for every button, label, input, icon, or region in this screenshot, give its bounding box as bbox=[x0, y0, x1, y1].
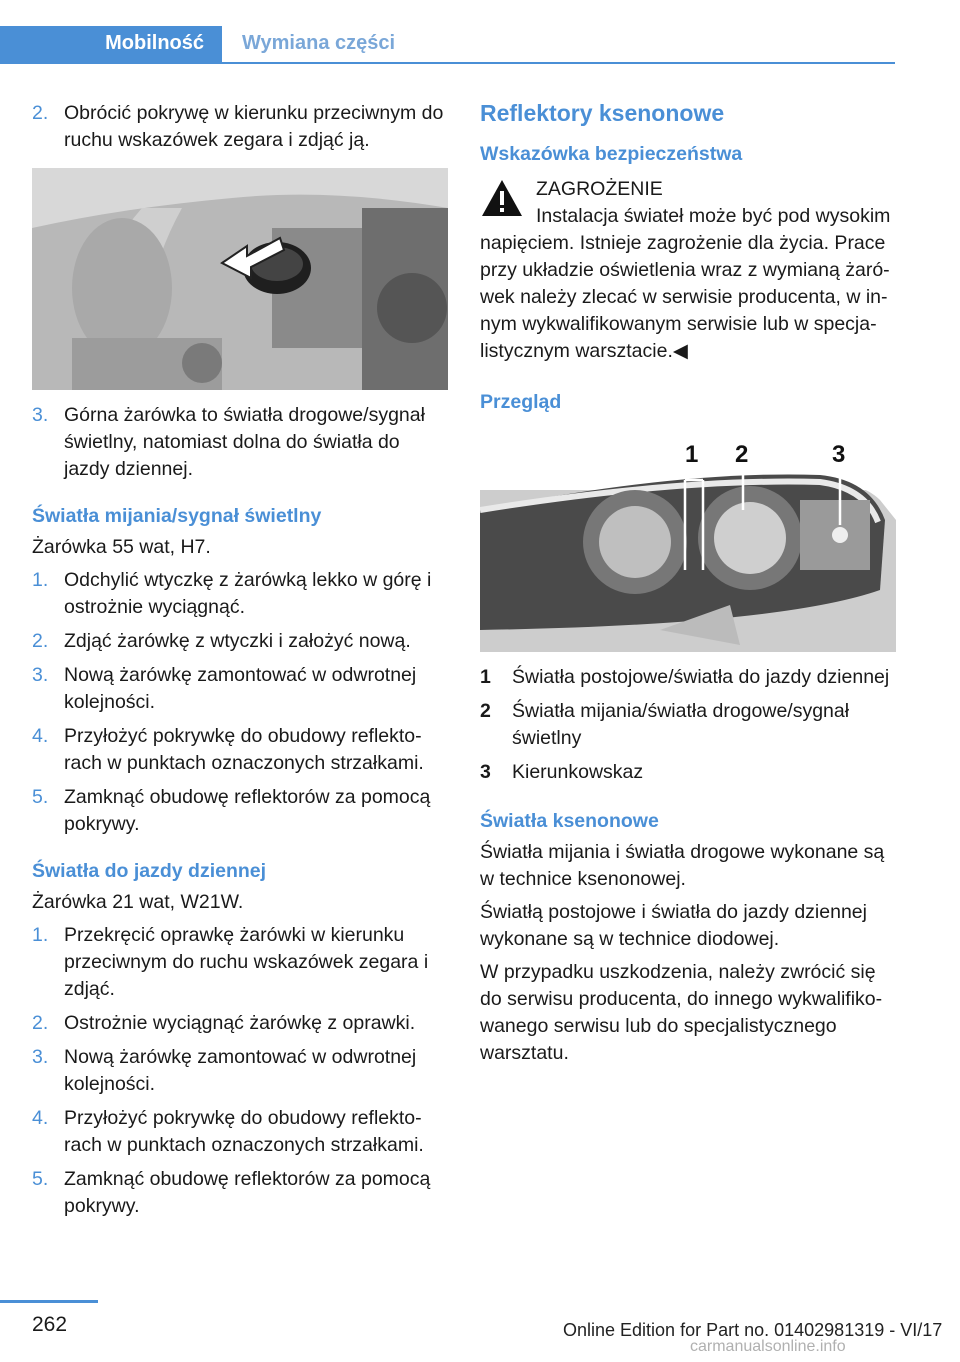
legend-list bbox=[480, 664, 896, 786]
warning-block bbox=[480, 176, 896, 365]
daytime-heading: Światła do jazdy dziennej bbox=[32, 860, 267, 882]
legend-number: 1 bbox=[480, 666, 491, 688]
left-column bbox=[32, 100, 448, 1227]
step-item bbox=[32, 402, 448, 483]
callout-2: 2 bbox=[735, 441, 749, 468]
legend-text: Kierunkowskaz bbox=[512, 761, 644, 783]
low-beam-bulb: Żarówka 55 wat, H7. bbox=[32, 536, 211, 558]
step-item bbox=[32, 922, 448, 1003]
daytime-steps bbox=[32, 922, 448, 1220]
step-item bbox=[32, 723, 448, 777]
step-item bbox=[32, 567, 448, 621]
step-number: 3. bbox=[32, 664, 49, 686]
step-number: 3. bbox=[32, 1046, 49, 1068]
step-item bbox=[32, 662, 448, 716]
callout-3: 3 bbox=[832, 441, 846, 468]
step-number: 1. bbox=[32, 569, 49, 591]
step-text: Górna żarówka to światła drogowe/sygnał świetlny, natomiast dolna do światła do jazdy dziennej. bbox=[64, 404, 425, 480]
step-item bbox=[32, 784, 448, 838]
step-item bbox=[32, 1105, 448, 1159]
step-item bbox=[32, 1166, 448, 1220]
step-number: 1. bbox=[32, 924, 49, 946]
step-number: 2. bbox=[32, 102, 49, 124]
step-number: 3. bbox=[32, 404, 49, 426]
safety-heading: Wskazówka bezpieczeństwa bbox=[480, 143, 743, 165]
step-number: 2. bbox=[32, 630, 49, 652]
tab-mobilnosc[interactable]: Mobilność bbox=[0, 26, 222, 62]
warning-triangle-icon bbox=[480, 178, 524, 218]
step-text: Nową żarówkę zamontować w odwrotnej kolejności. bbox=[64, 664, 417, 713]
step-text: Przyłożyć pokrywkę do obudowy reflektorach w punktach oznaczonych strzałkami. bbox=[64, 725, 424, 774]
step-number: 4. bbox=[32, 725, 49, 747]
headlight-photo bbox=[480, 430, 896, 652]
legend-item bbox=[480, 759, 896, 786]
legend-number: 2 bbox=[480, 700, 491, 722]
step-item bbox=[32, 628, 448, 655]
xenon-paragraph-1: Światła mijania i światła drogowe wykonane są w technice ksenonowej. bbox=[480, 841, 885, 890]
page-number: 262 bbox=[32, 1313, 68, 1336]
low-beam-heading: Światła mijania/sygnał świetlny bbox=[32, 505, 322, 527]
right-column bbox=[480, 100, 896, 1073]
step-text: Przyłożyć pokrywkę do obudowy reflektorach w punktach oznaczonych strzałkami. bbox=[64, 1107, 424, 1156]
warning-text: Instalacja świateł może być pod wysokim napięciem. Istnieje zagrożenie dla życia. Prace przy układzie oświetlenia wraz z wymianą żarówek należy zlecać w serwisie producenta, w innym wykwalifikowanym serwisie lub w specjalistycznym warsztacie.◀ bbox=[480, 205, 891, 362]
legend-item bbox=[480, 698, 896, 752]
section-title: Reflektory ksenonowe bbox=[480, 100, 725, 126]
step-item bbox=[32, 1044, 448, 1098]
page-number-rule bbox=[0, 1300, 98, 1303]
step-text: Odchylić wtyczkę z żarówką lekko w górę i ostrożnie wyciągnąć. bbox=[64, 569, 432, 618]
legend-number: 3 bbox=[480, 761, 491, 783]
step-text: Zamknąć obudowę reflektorów za pomocą pokrywy. bbox=[64, 1168, 431, 1217]
step-text: Nową żarówkę zamontować w odwrotnej kolejności. bbox=[64, 1046, 417, 1095]
legend-text: Światła mijania/światła drogowe/sygnał świetlny bbox=[512, 700, 850, 749]
xenon-heading: Światła ksenonowe bbox=[480, 810, 659, 832]
overview-heading: Przegląd bbox=[480, 391, 562, 413]
engine-bay-photo bbox=[32, 168, 448, 390]
edition-footer: Online Edition for Part no. 01402981319 - VI/17 bbox=[563, 1320, 943, 1340]
step-text: Zamknąć obudowę reflektorów za pomocą pokrywy. bbox=[64, 786, 431, 835]
step-item bbox=[32, 1010, 448, 1037]
step-text: Zdjąć żarówkę z wtyczki i założyć nową. bbox=[64, 630, 411, 652]
legend-text: Światła postojowe/światła do jazdy dziennej bbox=[512, 666, 890, 688]
low-beam-steps bbox=[32, 567, 448, 838]
warning-title: ZAGROŻENIE bbox=[536, 178, 663, 200]
xenon-paragraph-3: W przypadku uszkodzenia, należy zwrócić się do serwisu producenta, do innego wykwalifikowanego serwisu lub do specjalistycznego warsztatu. bbox=[480, 961, 883, 1064]
step-text: Przekręcić oprawkę żarówki w kierunku przeciwnym do ruchu wskazówek zegara i zdjąć. bbox=[64, 924, 429, 1000]
step-number: 5. bbox=[32, 1168, 49, 1190]
step-text: Obrócić pokrywę w kierunku przeciwnym do ruchu wskazówek zegara i zdjąć ją. bbox=[64, 102, 444, 151]
tab-wymiana-czesci[interactable]: Wymiana części bbox=[242, 32, 396, 54]
step-item bbox=[32, 100, 448, 154]
daytime-bulb: Żarówka 21 wat, W21W. bbox=[32, 891, 244, 913]
callout-1: 1 bbox=[685, 441, 699, 468]
step-number: 4. bbox=[32, 1107, 49, 1129]
step-number: 5. bbox=[32, 786, 49, 808]
xenon-paragraph-2: Światłą postojowe i światła do jazdy dziennej wykonane są w technice diodowej. bbox=[480, 901, 867, 950]
watermark: carmanualsonline.info bbox=[690, 1338, 846, 1355]
step-text: Ostrożnie wyciągnąć żarówkę z oprawki. bbox=[64, 1012, 416, 1034]
step-number: 2. bbox=[32, 1012, 49, 1034]
legend-item bbox=[480, 664, 896, 691]
